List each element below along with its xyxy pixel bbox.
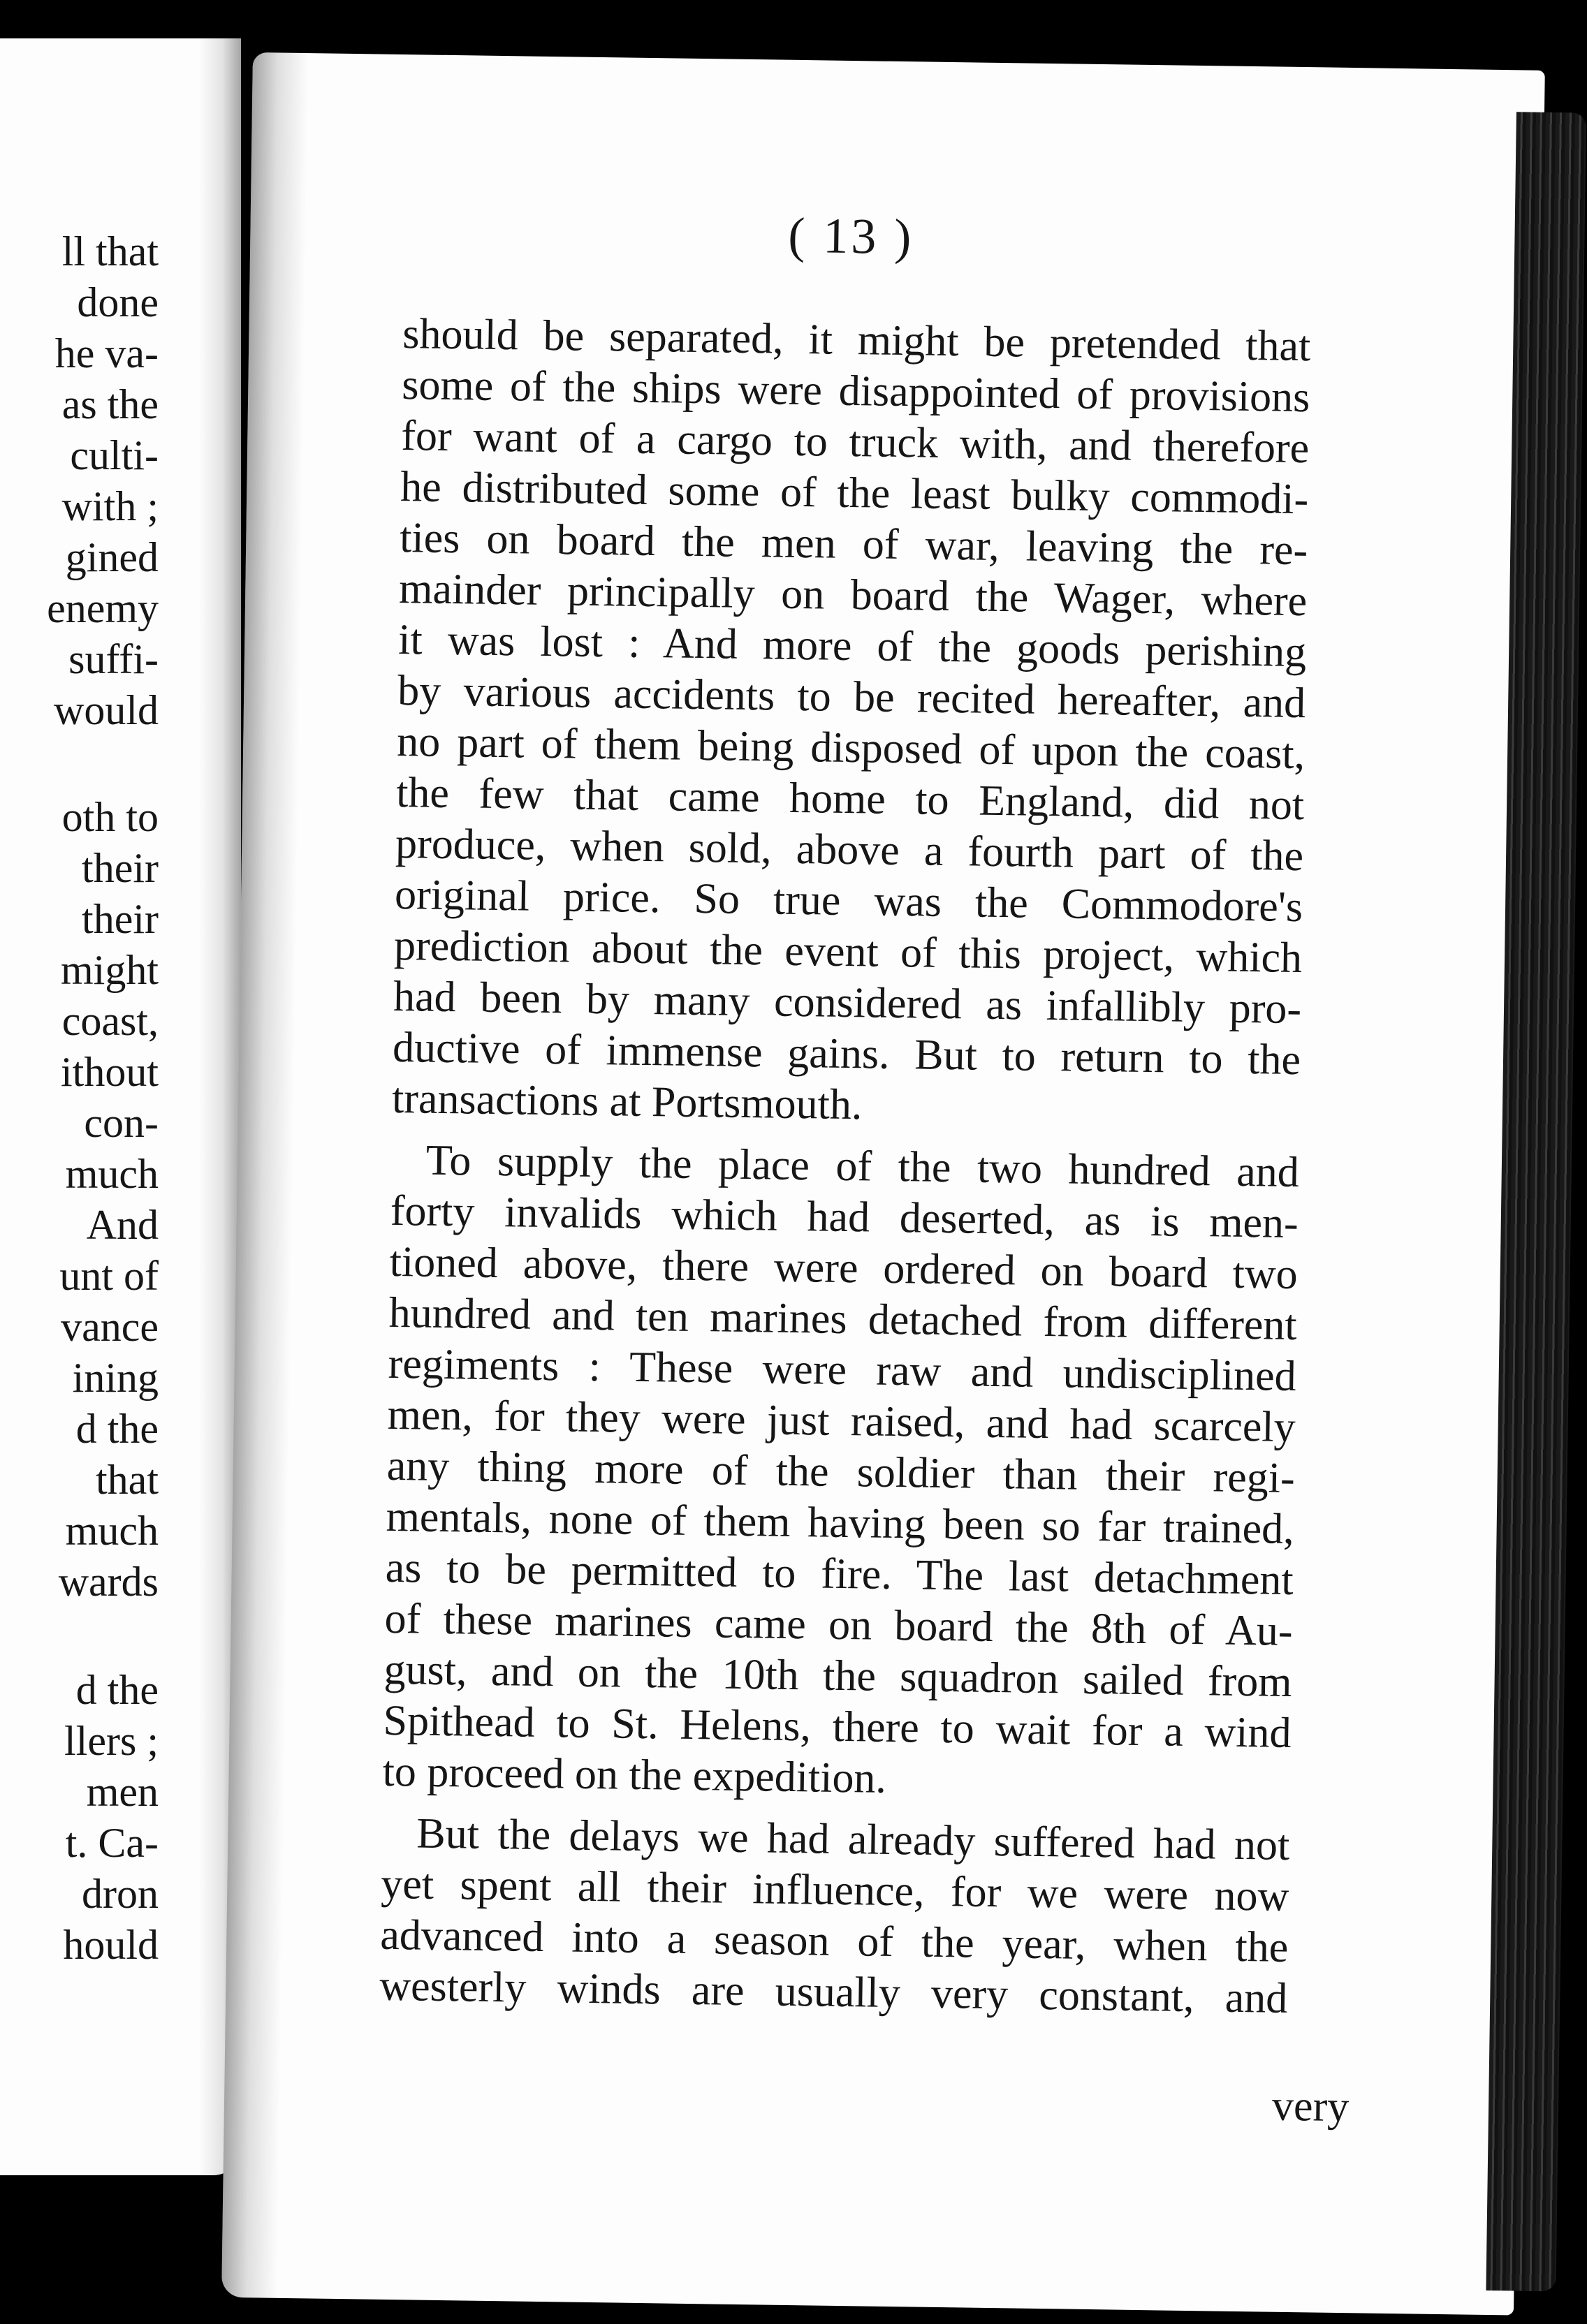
text-line: had been by many considered as infallibly pro-	[393, 972, 1302, 1034]
left-page-line: he va-	[54, 330, 159, 376]
text-line: ties on board the men of war, leaving the re-	[399, 514, 1308, 575]
left-page-line: that	[96, 1457, 159, 1503]
text-line: Spithead to St. Helens, there to wait for a wind	[383, 1696, 1292, 1757]
text-line: of these marines came on board the 8th of Au-	[384, 1594, 1294, 1656]
left-page-line: done	[77, 279, 159, 325]
left-page-line: d the	[75, 1406, 159, 1452]
text-line: prediction about the event of this project, which	[393, 921, 1303, 983]
text-line: tioned above, there were ordered on board two	[389, 1237, 1299, 1299]
left-page-line: hould	[63, 1922, 159, 1968]
left-page-line: with ;	[61, 483, 159, 529]
text-line: he distributed some of the least bulky commodi-	[400, 463, 1309, 524]
left-page-line: as the	[61, 381, 159, 427]
text-line: mentals, none of them having been so far trained,	[386, 1492, 1295, 1554]
text-line: should be separated, it might be pretended that	[402, 310, 1311, 371]
left-page-line: And	[86, 1202, 159, 1248]
text-line: some of the ships were disappointed of provisions	[401, 361, 1310, 422]
text-line: men, for they were just raised, and had scarcely	[387, 1390, 1296, 1452]
left-page-line: ining	[72, 1355, 159, 1401]
text-line: as to be permitted to fire. The last detachment	[385, 1543, 1294, 1605]
left-page-line: unt of	[59, 1253, 159, 1299]
text-line: hundred and ten marines detached from different	[388, 1288, 1298, 1350]
left-page-line: dron	[82, 1871, 159, 1917]
text-line: advanced into a season of the year, when the	[379, 1911, 1289, 1971]
text-line: any thing more of the soldier than their regi-	[386, 1441, 1296, 1503]
paragraph-start: But the delays we had already suffered had not	[416, 1809, 1290, 1869]
left-page-line: suffi-	[68, 636, 159, 682]
left-page-line: culti-	[70, 432, 159, 478]
text-line: regiments : These were raw and undisciplined	[388, 1339, 1297, 1401]
page-edge	[1486, 112, 1586, 2291]
text-line: by various accidents to be recited hereafter, and	[397, 666, 1306, 728]
left-page-line: ll that	[61, 228, 159, 274]
text-line: to proceed on the expedition.	[382, 1747, 887, 1802]
left-page-line: much	[65, 1151, 159, 1197]
text-line: gust, and on the 10th the squadron sailed from	[383, 1645, 1293, 1706]
left-page-line: vance	[61, 1304, 159, 1350]
left-page-line: coast,	[61, 998, 159, 1044]
text-line: no part of them being disposed of upon the coast,	[396, 717, 1306, 779]
left-page-line: much	[65, 1508, 159, 1554]
right-page	[221, 52, 1545, 2316]
text-line: for want of a cargo to truck with, and therefore	[400, 412, 1310, 473]
left-page-line: might	[60, 947, 159, 993]
text-line: forty invalids which had deserted, as is men-	[390, 1186, 1299, 1248]
left-page-line: con-	[84, 1100, 159, 1146]
left-page-line: wards	[58, 1559, 159, 1605]
left-page-line: men	[86, 1769, 159, 1815]
left-page-line: llers ;	[64, 1718, 159, 1764]
left-page-line: d the	[75, 1667, 159, 1713]
text-line: westerly winds are usually very constant, and	[379, 1962, 1288, 2022]
text-line: produce, when sold, above a fourth part of the	[395, 819, 1304, 881]
left-page-line: their	[82, 896, 159, 942]
left-page-line: their	[82, 845, 159, 891]
paragraph-start: To supply the place of the two hundred and	[425, 1136, 1300, 1197]
left-page-line: t. Ca-	[65, 1820, 159, 1866]
left-page-line: oth to	[61, 794, 159, 840]
text-line: mainder principally on board the Wager, where	[398, 565, 1308, 626]
text-line: ductive of immense gains. But to return to the	[392, 1023, 1301, 1084]
text-line: transactions at Portsmouth.	[391, 1074, 863, 1129]
catchword: very	[1271, 2082, 1350, 2131]
left-page-line: would	[54, 687, 159, 733]
text-line: it was lost : And more of the goods perishing	[397, 615, 1307, 677]
left-page	[0, 38, 241, 2175]
left-page-line: gined	[65, 534, 159, 580]
left-page-line: ithout	[60, 1049, 159, 1095]
page-number: ( 13 )	[787, 207, 914, 265]
text-line: original price. So true was the Commodore's	[394, 870, 1303, 932]
left-page-line: enemy	[47, 585, 159, 631]
text-line: the few that came home to England, did not	[395, 768, 1305, 830]
text-line: yet spent all their influence, for we were now	[380, 1860, 1289, 1920]
